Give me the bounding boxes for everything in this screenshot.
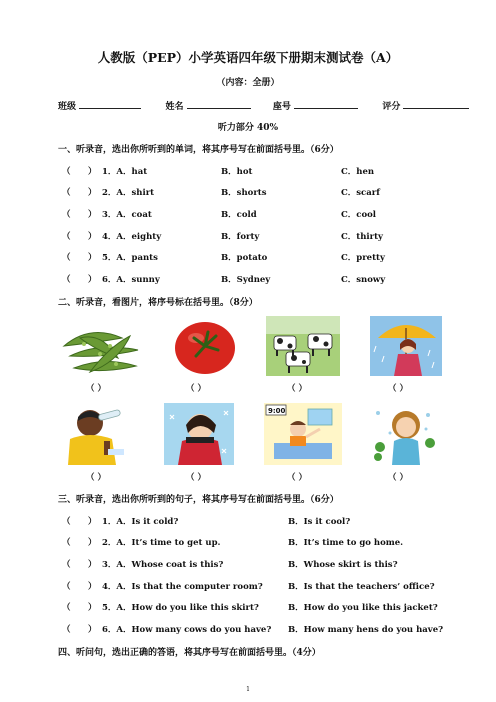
option-a: 1．A．hat [102,167,148,177]
clock-time: 9:00 [268,407,286,415]
answer-open-paren: （ [62,188,71,198]
question-text: ） [88,232,97,242]
answer-close-paren: ） [88,538,97,548]
answer-blank[interactable]: （ ） [287,473,307,483]
answer-open-paren: （ [62,538,71,548]
option-b: B．potato [221,253,268,263]
boy-drinking-picture [60,403,126,465]
answer-blank[interactable]: （ ） [186,473,206,483]
option-a: 5．A．pants [102,253,158,263]
answer-open-paren: （ [62,253,71,263]
cold-girl-picture [164,403,234,465]
answer-close-paren: ） [88,560,97,570]
option-a: 5．A．How do you like this skirt? [102,603,259,613]
score-field[interactable] [403,99,469,109]
page-title: 人教版（PEP）小学英语四年级下册期末测试卷（A） [97,50,399,65]
question-text: ） [88,253,97,263]
option-a: 6．A．sunny [102,275,160,285]
answer-open-paren: （ [62,275,71,285]
cows-picture [266,316,340,376]
option-a: 2．A．shirt [102,188,155,198]
answer-open-paren: （ [62,232,71,242]
name-label: 姓名 [165,102,184,112]
class-field[interactable] [79,99,141,109]
tomato-picture [172,316,236,376]
answer-open-paren: （ [62,167,71,177]
page-number: 1 [246,686,250,693]
option-b: B．shorts [221,188,267,198]
seat-label: 座号 [272,102,291,112]
page-subtitle: （内容：全册） [216,78,280,88]
option-a: 1．A．Is it cold? [102,517,179,527]
answer-blank[interactable]: （ ） [287,384,307,394]
option-c: C．snowy [341,275,386,285]
option-c: C．scarf [341,188,380,198]
answer-open-paren: （ [62,603,71,613]
section1-heading: 一、听录音，选出你所听到的单词，将其序号写在前面括号里。（6分） [58,145,339,155]
option-c: C．hen [341,167,375,177]
option-a: 6．A．How many cows do you have? [102,625,272,635]
question-text: ） [88,188,97,198]
girl-in-snow-picture [370,403,438,465]
question-text: ） [88,167,97,177]
answer-close-paren: ） [88,625,97,635]
section2-heading: 二、听录音，看图片，将序号标在括号里。（8分） [58,298,258,308]
score-label: 评分 [382,102,401,112]
option-a: 3．A．coat [102,210,152,220]
option-a: 4．A．eighty [102,232,162,242]
option-b: B．forty [221,232,260,242]
student-info-line [58,99,469,112]
answer-close-paren: ） [88,582,97,592]
girl-with-umbrella-picture [370,316,442,376]
option-b: B．Is it cool? [288,517,351,527]
option-a: 4．A．Is that the computer room? [102,582,263,592]
option-b: B．cold [221,210,257,220]
option-b: B．Sydney [221,275,271,285]
answer-blank[interactable]: （ ） [388,473,408,483]
option-b: B．hot [221,167,253,177]
option-c: C．thirty [341,232,383,242]
answer-blank[interactable]: （ ） [86,384,106,394]
option-b: B．Whose skirt is this? [288,560,398,570]
question-text: ） [88,210,97,220]
answer-open-paren: （ [62,210,71,220]
question-text: ） [88,275,97,285]
answer-blank[interactable]: （ ） [186,384,206,394]
class-label: 班级 [58,102,77,112]
option-b: B．It’s time to go home. [288,538,404,548]
listening-part-label: 听力部分 40% [217,123,279,133]
answer-open-paren: （ [62,625,71,635]
seat-field[interactable] [294,99,358,109]
option-b: B．How do you like this jacket? [288,603,438,613]
option-a: 3．A．Whose coat is this? [102,560,224,570]
section3-heading: 三、听录音，选出你所听到的句子，将其序号写在前面括号里。（6分） [58,495,339,505]
answer-close-paren: ） [88,603,97,613]
option-a: 2．A．It’s time to get up. [102,538,221,548]
boy-waking-up-picture [264,403,342,465]
option-b: B．How many hens do you have? [288,625,444,635]
option-c: C．pretty [341,253,385,263]
answer-open-paren: （ [62,517,71,527]
answer-blank[interactable]: （ ） [388,384,408,394]
answer-close-paren: ） [88,517,97,527]
answer-open-paren: （ [62,582,71,592]
answer-blank[interactable]: （ ） [86,473,106,483]
answer-open-paren: （ [62,560,71,570]
option-b: B．Is that the teachers’ office? [288,582,435,592]
name-field[interactable] [187,99,251,109]
section4-heading: 四、听问句，选出正确的答语，将其序号写在前面括号里。（4分） [58,648,321,658]
green-beans-picture [60,316,144,376]
option-c: C．cool [341,210,377,220]
